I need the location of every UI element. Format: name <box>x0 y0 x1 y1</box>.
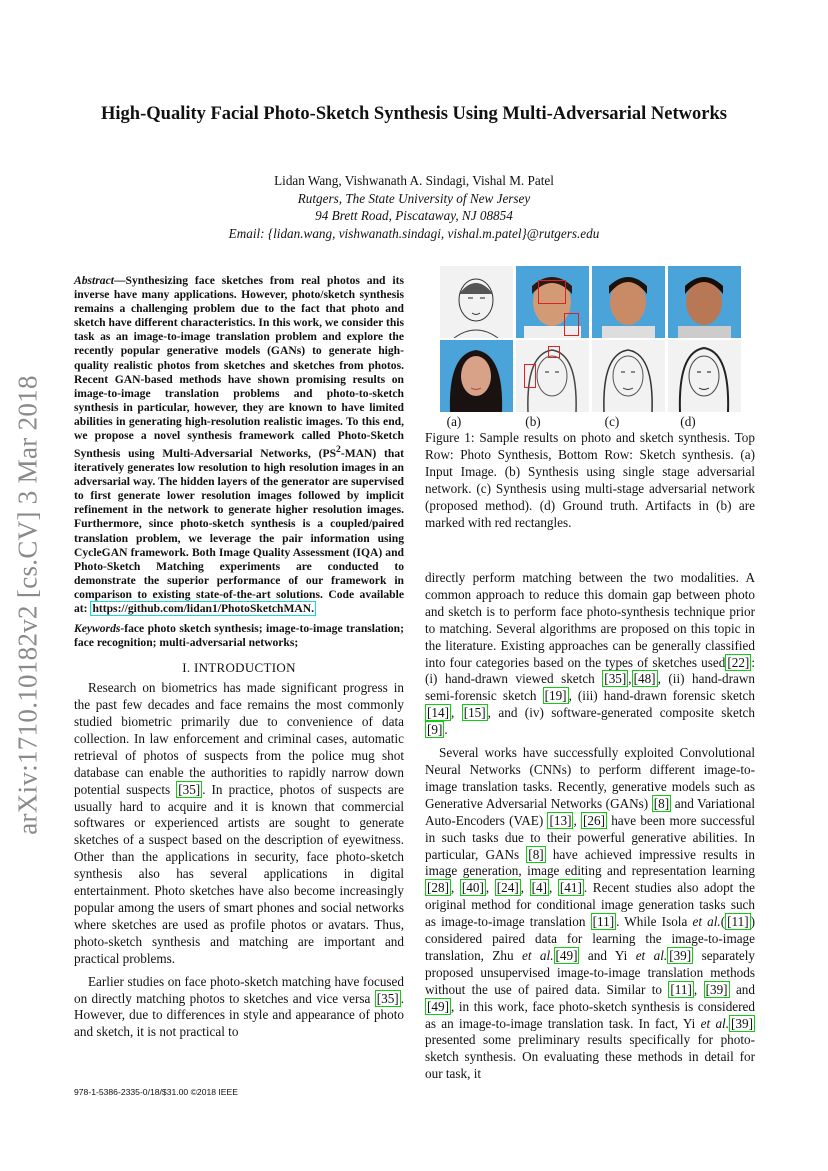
citation-link[interactable]: [13] <box>549 812 572 828</box>
citation-link[interactable]: [11] <box>670 981 692 997</box>
citation-link[interactable]: [35] <box>178 781 201 797</box>
abstract-label: Abstract <box>74 274 114 287</box>
citation-link[interactable]: [14] <box>427 705 449 721</box>
citation-link[interactable]: [35] <box>604 671 627 687</box>
citation-link[interactable]: [8] <box>653 795 670 811</box>
right-paragraph-1: directly perform matching between the two modalities. A common approach to reduce this domain gap between photo and sketch is to perform face photo-synthesis technique prior to matching. Several algorithms are proposed on this topic in the literature. Existing approaches can be generally classified into four categories based on the types of sketches used [22] : (i) hand-drawn viewed sketch [35] , [48] , (ii) hand-drawn semi-forensic sketch [19] , (iii) hand-drawn forensic sketch [14] , [15] , and (iv) software-generated composite sketch [9] . <box>425 570 755 738</box>
citation-link[interactable]: [49] <box>555 947 578 963</box>
intro-paragraph-1: Research on biometrics has made significant progress in the past few decades and face remains the most commonly studied biometric primarily due to convenience of data collection. In law enforcement and criminal cases, automatic retrieval of photos of suspects from the police mug shot database can enable the authorities to rapidly narrow down potential suspects [35] . In practice, photos of suspects are usually hard to acquire and it is known that commercial softwares or experienced artists are sought to generate sketches of a suspect based on the description of eyewitness. Other than the applications in security, face photo-sketch synthesis also has several applications in digital entertainment. Photo sketches have also become increasingly popular among the users of smart phones and social networks where sketches are used as profile photos or avatars. Thus, photo-sketch synthesis and matching are important and practical problems. <box>74 680 404 966</box>
abstract-text-2: -MAN) that iteratively generates low resolution to high resolution images in an adversarial way. The hidden layers of the generator are supervised to first generate lower resolution images followed by implicit refinement in the network to generate higher resolution images. Furthermore, since photo-sketch synthesis is a coupled/paired translation problem, we leverage the pair information using CycleGAN framework. Both Image Quality Assessment (IQA) and Photo-Sketch Matching experiments are conducted to demonstrate the superior performance of our framework in comparison to existing state-of-the-art solutions. Code available at: <box>74 446 404 616</box>
code-link[interactable]: https://github.com/lidan1/PhotoSketchMAN. <box>92 602 315 616</box>
citation-link[interactable]: [49] <box>427 998 449 1014</box>
subfigure-label-a: (a) <box>446 414 462 429</box>
subfigure-label-b: (b) <box>525 414 541 429</box>
citation-link[interactable]: [11] <box>727 914 749 930</box>
abstract-sup: 2 <box>336 444 341 456</box>
input-photo-image <box>440 340 513 412</box>
keywords-text: -face photo sketch synthesis; image-to-image translation; face recognition; multi-adversarial networks; <box>74 622 404 650</box>
figure-1-image-grid <box>440 266 740 411</box>
keywords <box>74 622 404 650</box>
author-block <box>60 172 768 242</box>
citation-link[interactable]: [26] <box>583 812 605 828</box>
author-address: 94 Brett Road, Piscataway, NJ 08854 <box>315 208 513 223</box>
citation-link[interactable]: [9] <box>427 722 443 738</box>
right-paragraph-2: Several works have successfully exploited Convolutional Neural Networks (CNNs) to perform different image-to-image translation tasks. Recently, generative models such as Generative Adversarial Networks (GANs) [8] and Variational Auto-Encoders (VAE) [13] , [26] have been more successful in such tasks due to their powerful generative abilities. In particular, GANs [8] have achieved impressive results in image generation, image editing and representation learning [28] , [40] , [24] , [4] , [41] . Recent studies also adopt the original method for conditional image generation tasks such as image-to-image translation [11] . While Isola et al.( [11] ) considered paired data for learning the image-to-image translation, Zhu et al. [49] and Yi et al. [39] separately proposed unsupervised image-to-image translation methods without the use of paired data. Similar to [11] , [39] and [49] , in this work, face photo-sketch synthesis is considered as an image-to-image translation task. In fact, Yi et al. [39] presented some preliminary results specifically for photo-sketch synthesis. On evaluating these methods in detail for our task, it <box>425 745 756 1082</box>
citation-link[interactable]: [15] <box>463 705 486 721</box>
citation-link[interactable]: [35] <box>376 990 399 1006</box>
subfigure-label-d: (d) <box>680 414 696 429</box>
citation-link[interactable]: [24] <box>496 880 519 896</box>
left-column <box>74 274 404 1041</box>
citation-link[interactable]: [22] <box>727 654 750 670</box>
section-heading: I. INTRODUCTION <box>182 660 296 676</box>
artifact-marker <box>538 280 566 304</box>
paper-title: High-Quality Facial Photo-Sketch Synthesis Using Multi-Adversarial Networks <box>101 104 727 124</box>
artifact-marker <box>548 346 560 358</box>
citation-link[interactable]: [11] <box>592 914 615 930</box>
author-names: Lidan Wang, Vishwanath A. Sindagi, Vishal M. Patel <box>274 173 554 188</box>
citation-link[interactable]: [39] <box>731 1015 753 1031</box>
subfigure-label-c: (c) <box>604 414 620 429</box>
author-email: Email: {lidan.wang, vishwanath.sindagi, vishal.m.patel}@rutgers.edu <box>228 225 600 241</box>
figure-caption: Figure 1: Sample results on photo and sketch synthesis. Top Row: Photo Synthesis, Bottom Row: Sketch synthesis. (a) Input Image. (b) Synthesis using single stage adversarial network. (c) Synthesis using multi-stage adversarial network (proposed method). (d) Ground truth. Artifacts in (b) are marked with red rectangles. <box>425 430 755 530</box>
abstract <box>74 274 404 616</box>
artifact-marker <box>524 364 536 388</box>
citation-link[interactable]: [48] <box>633 671 656 687</box>
citation-link[interactable]: [8] <box>528 846 544 862</box>
citation-link[interactable]: [41] <box>559 880 582 896</box>
citation-link[interactable]: [39] <box>669 947 692 963</box>
author-affiliation: Rutgers, The State University of New Jersey <box>297 190 531 206</box>
citation-link[interactable]: [28] <box>427 880 449 896</box>
abstract-text: —Synthesizing face sketches from real photos and its inverse have many applications. However, photo/sketch synthesis remains a challenging problem due to the fact that photo and sketch have different characteristics. In this work, we consider this task as an image-to-image translation problem and explore the recently popular generative models (GANs) to generate high-quality realistic photos from sketches and sketches from photos. Recent GAN-based methods have shown promising results on image-to-image translation problems and photo-to-sketch synthesis in particular, however, they are known to have limited abilities in generating high-resolution realistic images. To this end, we propose a novel synthesis framework called Photo-Sketch Synthesis using Multi-Adversarial Networks, (PS <box>74 274 404 460</box>
ground-truth-photo-image <box>668 266 741 338</box>
intro-paragraph-2: Earlier studies on face photo-sketch matching have focused on directly matching photos to sketches and vice versa [35] . However, due to differences in style and appearance of photo and sketch, it is not practical to <box>74 973 404 1040</box>
arxiv-stamp <box>8 365 48 845</box>
arxiv-stamp-text: arXiv:1710.10182v2 [cs.CV] 3 Mar 2018 <box>12 375 43 835</box>
citation-link[interactable]: [40] <box>461 880 484 896</box>
multi-stage-sketch-image <box>592 340 665 412</box>
right-column <box>425 570 755 1083</box>
citation-link[interactable]: [19] <box>544 688 567 704</box>
artifact-marker <box>564 313 579 336</box>
copyright-footer: 978-1-5386-2335-0/18/$31.00 ©2018 IEEE <box>74 1087 239 1097</box>
ground-truth-sketch-image <box>668 340 741 412</box>
citation-link[interactable]: [4] <box>531 880 548 896</box>
input-sketch-image <box>440 266 513 338</box>
citation-link[interactable]: [39] <box>705 981 728 997</box>
keywords-label: Keywords <box>74 622 121 636</box>
multi-stage-photo-image <box>592 266 665 338</box>
